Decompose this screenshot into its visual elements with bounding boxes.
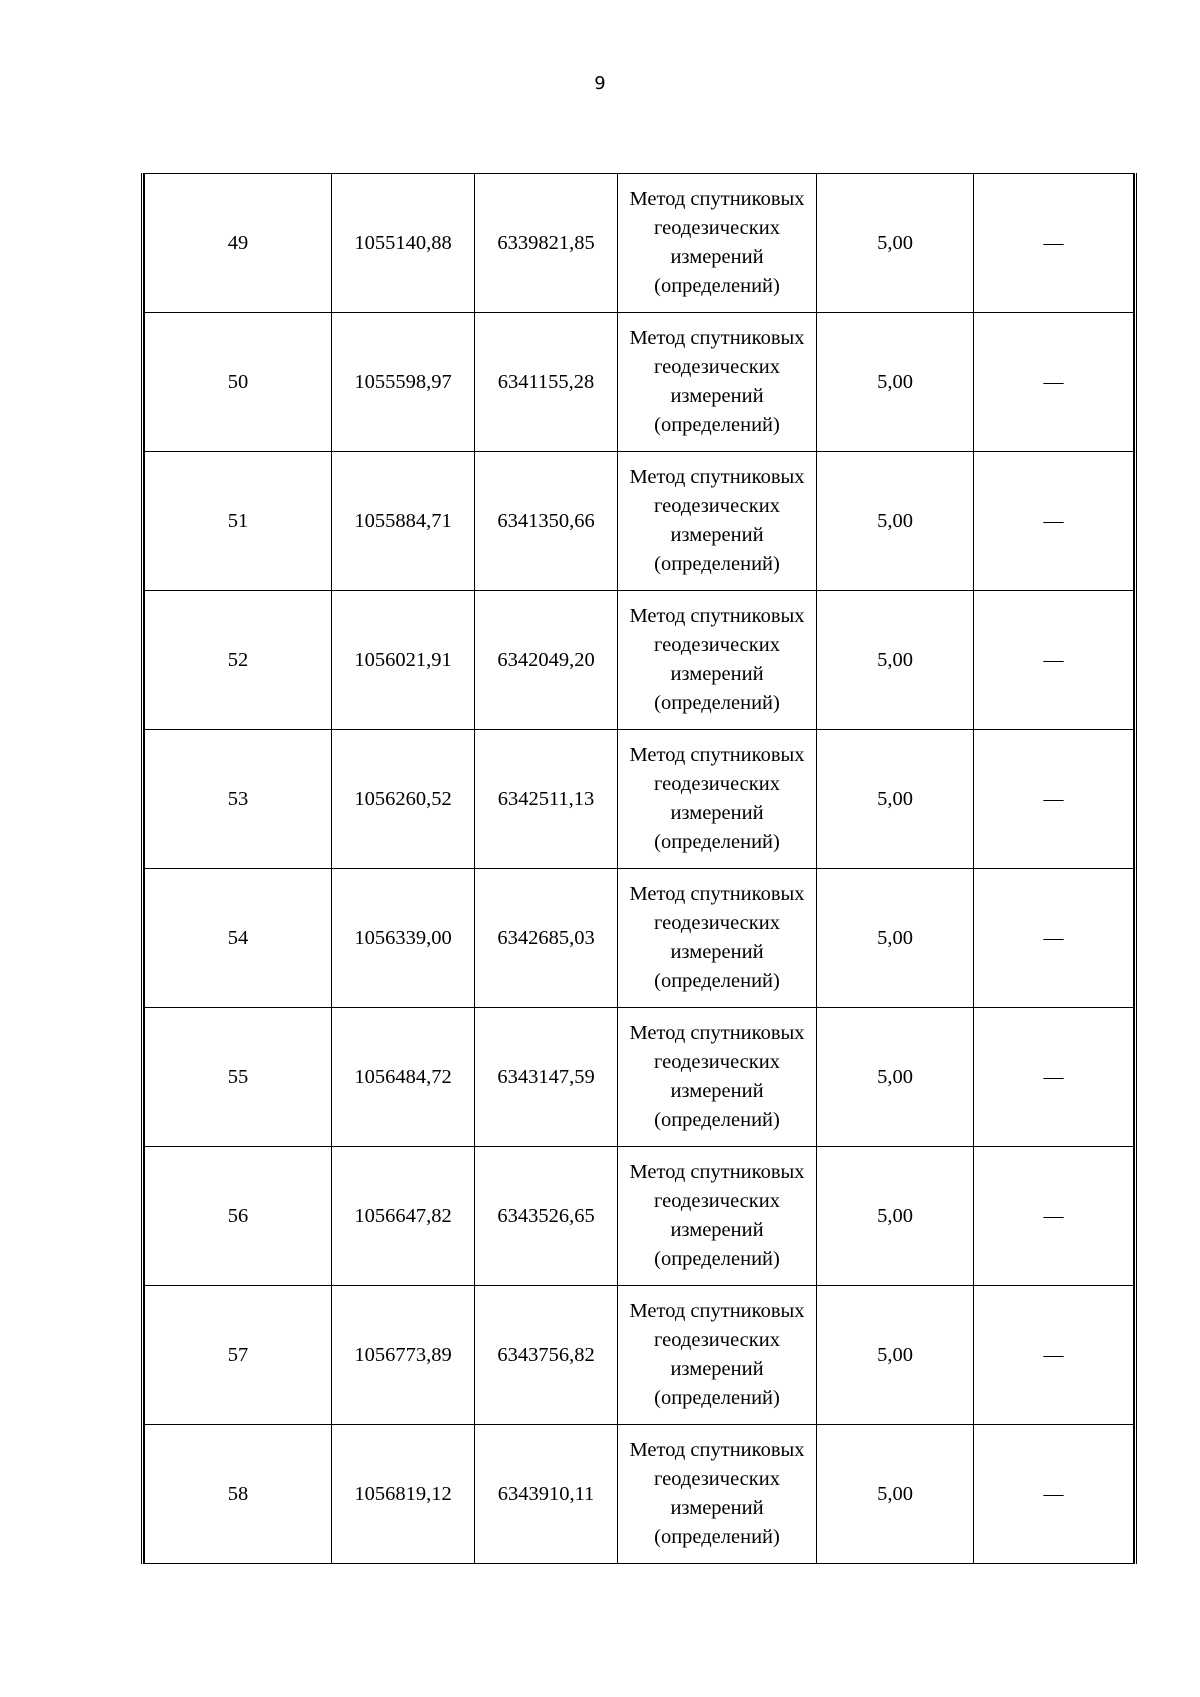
point-number-cell: 49	[145, 174, 332, 313]
precision-cell: 5,00	[817, 1425, 974, 1564]
table-row	[145, 452, 1134, 591]
method-cell: Метод спутниковых геодезических измерений (определений)	[618, 1425, 817, 1564]
y-coordinate-cell: 6343526,65	[475, 1147, 618, 1286]
table-row	[145, 1147, 1134, 1286]
table-body	[145, 174, 1134, 1564]
y-coordinate-cell: 6341155,28	[475, 313, 618, 452]
precision-cell: 5,00	[817, 591, 974, 730]
method-cell: Метод спутниковых геодезических измерений (определений)	[618, 1286, 817, 1425]
table-row	[145, 313, 1134, 452]
precision-cell: 5,00	[817, 1147, 974, 1286]
y-coordinate-cell: 6342511,13	[475, 730, 618, 869]
point-number-cell: 57	[145, 1286, 332, 1425]
note-cell: —	[974, 313, 1134, 452]
precision-cell: 5,00	[817, 174, 974, 313]
note-cell: —	[974, 1147, 1134, 1286]
method-cell: Метод спутниковых геодезических измерений (определений)	[618, 1008, 817, 1147]
point-number-cell: 55	[145, 1008, 332, 1147]
y-coordinate-cell: 6343756,82	[475, 1286, 618, 1425]
note-cell: —	[974, 174, 1134, 313]
note-cell: —	[974, 452, 1134, 591]
note-cell: —	[974, 1286, 1134, 1425]
x-coordinate-cell: 1056260,52	[332, 730, 475, 869]
precision-cell: 5,00	[817, 869, 974, 1008]
precision-cell: 5,00	[817, 452, 974, 591]
x-coordinate-cell: 1056647,82	[332, 1147, 475, 1286]
page-number: 9	[594, 73, 606, 94]
note-cell: —	[974, 1008, 1134, 1147]
x-coordinate-cell: 1056021,91	[332, 591, 475, 730]
point-number-cell: 53	[145, 730, 332, 869]
y-coordinate-cell: 6342049,20	[475, 591, 618, 730]
table-row	[145, 1008, 1134, 1147]
table-row	[145, 869, 1134, 1008]
y-coordinate-cell: 6343147,59	[475, 1008, 618, 1147]
precision-cell: 5,00	[817, 313, 974, 452]
note-cell: —	[974, 1425, 1134, 1564]
precision-cell: 5,00	[817, 1286, 974, 1425]
precision-cell: 5,00	[817, 730, 974, 869]
coordinates-table-container	[141, 173, 1137, 1564]
x-coordinate-cell: 1055884,71	[332, 452, 475, 591]
point-number-cell: 58	[145, 1425, 332, 1564]
x-coordinate-cell: 1056773,89	[332, 1286, 475, 1425]
table-row	[145, 591, 1134, 730]
x-coordinate-cell: 1056339,00	[332, 869, 475, 1008]
x-coordinate-cell: 1055140,88	[332, 174, 475, 313]
point-number-cell: 52	[145, 591, 332, 730]
method-cell: Метод спутниковых геодезических измерений (определений)	[618, 1147, 817, 1286]
x-coordinate-cell: 1056484,72	[332, 1008, 475, 1147]
coordinates-table	[144, 173, 1134, 1564]
method-cell: Метод спутниковых геодезических измерений (определений)	[618, 452, 817, 591]
table-row	[145, 1425, 1134, 1564]
table-row	[145, 730, 1134, 869]
table-row	[145, 174, 1134, 313]
method-cell: Метод спутниковых геодезических измерений (определений)	[618, 591, 817, 730]
y-coordinate-cell: 6342685,03	[475, 869, 618, 1008]
y-coordinate-cell: 6341350,66	[475, 452, 618, 591]
point-number-cell: 51	[145, 452, 332, 591]
point-number-cell: 54	[145, 869, 332, 1008]
y-coordinate-cell: 6339821,85	[475, 174, 618, 313]
table-row	[145, 1286, 1134, 1425]
precision-cell: 5,00	[817, 1008, 974, 1147]
note-cell: —	[974, 869, 1134, 1008]
y-coordinate-cell: 6343910,11	[475, 1425, 618, 1564]
x-coordinate-cell: 1056819,12	[332, 1425, 475, 1564]
method-cell: Метод спутниковых геодезических измерений (определений)	[618, 869, 817, 1008]
method-cell: Метод спутниковых геодезических измерений (определений)	[618, 313, 817, 452]
note-cell: —	[974, 591, 1134, 730]
method-cell: Метод спутниковых геодезических измерений (определений)	[618, 174, 817, 313]
method-cell: Метод спутниковых геодезических измерений (определений)	[618, 730, 817, 869]
point-number-cell: 56	[145, 1147, 332, 1286]
note-cell: —	[974, 730, 1134, 869]
point-number-cell: 50	[145, 313, 332, 452]
x-coordinate-cell: 1055598,97	[332, 313, 475, 452]
